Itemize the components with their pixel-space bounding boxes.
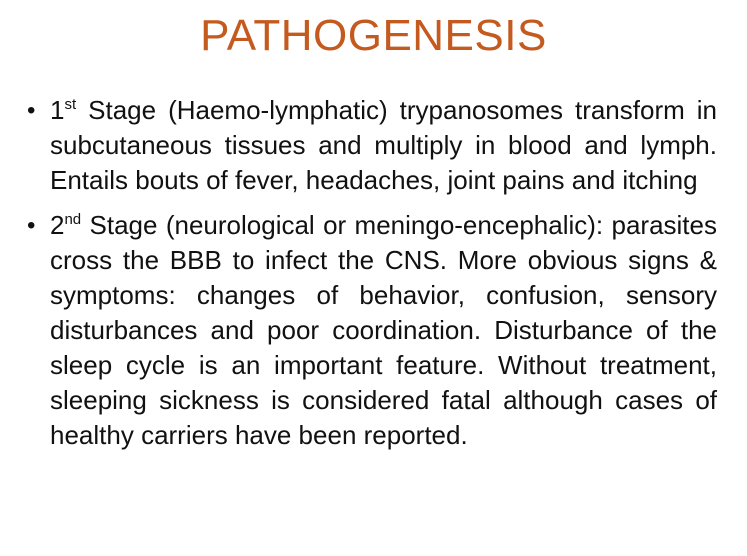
bullet-dot-icon: • [27,212,36,239]
bullet-dot-icon: • [27,97,36,124]
bullet-item-stage-2 [27,208,717,453]
bullet-item-stage-1 [27,93,717,198]
stage-number: 2 [50,210,65,240]
ordinal-suffix: st [64,96,77,113]
bullet-text: Stage (Haemo-lymphatic) trypanosomes transform in subcutaneous tissues and multiply in blood and lymph. Entails bouts of fever, headaches, joint pains and itching [50,95,717,195]
ordinal-suffix: nd [64,211,82,228]
stage-number: 1 [50,95,65,125]
slide-title: PATHOGENESIS [200,11,547,60]
bullet-text: Stage (neurological or meningo-encephalic): parasites cross the BBB to infect the CNS. More obvious signs & symptoms: changes of behavior, confusion, sensory disturbances and poor coordination. Disturbance of the sleep cycle is an important feature. Without treatment, sleeping sickness is considered fatal although cases of healthy carriers have been reported. [50,210,717,450]
bullet-list [27,93,717,453]
